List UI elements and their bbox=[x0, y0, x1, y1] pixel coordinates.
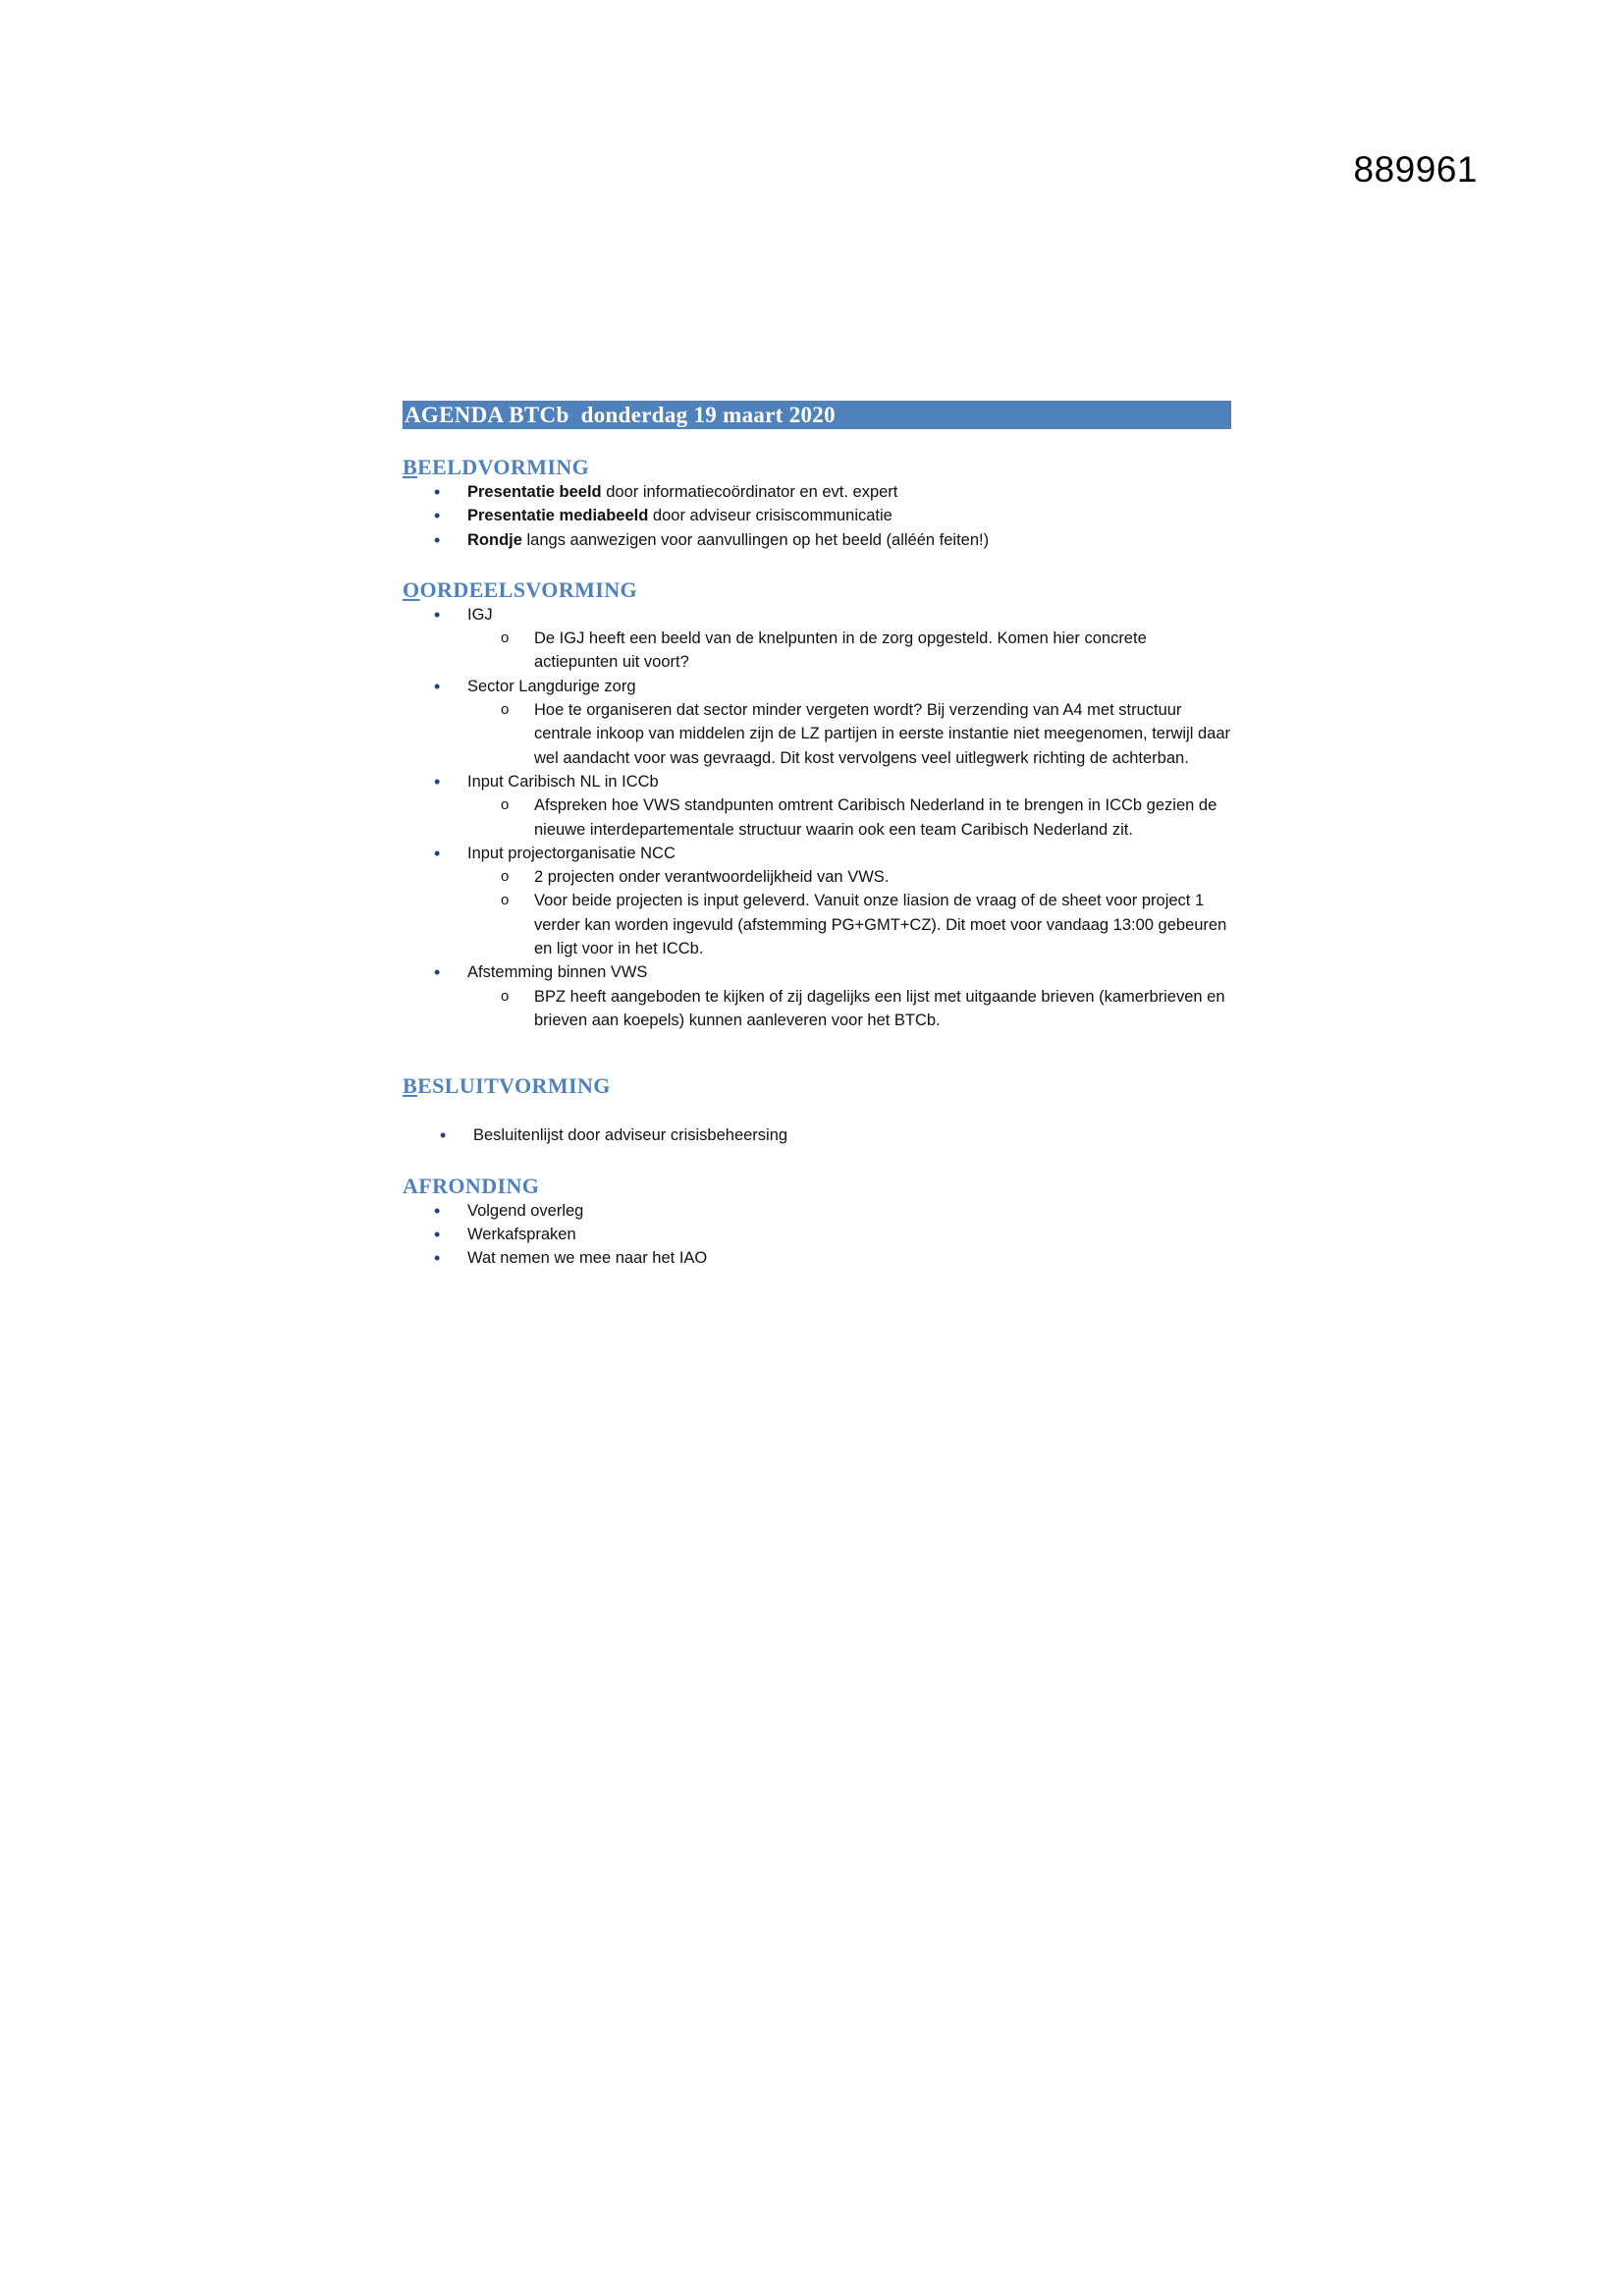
item-text: door adviseur crisiscommunicatie bbox=[648, 507, 893, 525]
sub-item: o Voor beide projecten is input geleverd. Vanuit onze liasion de vraag of de sheet voor project 1 verder kan worden ingevuld (afstemming PG+GMT+CZ). Dit moet voor vandaag 13:00 gebeuren en ligt voor in het ICCb. bbox=[467, 889, 1231, 960]
item-label: Sector Langdurige zorg bbox=[467, 677, 636, 695]
list-item: • Volgend overleg bbox=[403, 1199, 1231, 1223]
section-heading-besluitvorming: BESLUITVORMING bbox=[403, 1073, 611, 1099]
item-text: door informatiecoördinator en evt. expert bbox=[601, 483, 898, 501]
list-item bbox=[403, 480, 1231, 504]
sub-list bbox=[467, 698, 1231, 770]
list-item bbox=[403, 770, 1231, 842]
sub-item: o 2 projecten onder verantwoordelijkheid van VWS. bbox=[467, 865, 1231, 889]
sub-item: o Afspreken hoe VWS standpunten omtrent Caribisch Nederland in te brengen in ICCb gezien de nieuwe interdepartementale structuur waarin ook een team Caribisch Nederland zit. bbox=[467, 793, 1231, 842]
section-heading-oordeelsvorming: OORDEELSVORMING bbox=[403, 576, 638, 602]
list-item bbox=[403, 528, 1231, 552]
besluitvorming-list bbox=[403, 1123, 1231, 1147]
item-text: langs aanwezigen voor aanvullingen op het beeld (alléén feiten!) bbox=[521, 530, 990, 549]
item-bold: Rondje bbox=[467, 530, 522, 549]
document-number: 889961 bbox=[1353, 149, 1478, 190]
list-item bbox=[403, 504, 1231, 527]
list-item bbox=[403, 960, 1231, 1032]
agenda-content bbox=[403, 401, 1231, 1270]
item-label: Input Caribisch NL in ICCb bbox=[467, 772, 659, 791]
item-label: Input projectorganisatie NCC bbox=[467, 844, 676, 862]
list-item bbox=[403, 842, 1231, 960]
sub-item: o De IGJ heeft een beeld van de knelpunten in de zorg opgesteld. Komen hier concrete actiepunten uit voort? bbox=[467, 627, 1231, 675]
oordeelsvorming-list bbox=[403, 603, 1231, 1032]
item-bold: Presentatie mediabeeld bbox=[467, 507, 649, 525]
section-heading-beeldvorming: BEELDVORMING bbox=[403, 455, 590, 479]
sub-list bbox=[467, 627, 1231, 675]
item-label: Afstemming binnen VWS bbox=[467, 963, 648, 982]
beeldvorming-list bbox=[403, 480, 1231, 552]
agenda-title: AGENDA BTCb donderdag 19 maart 2020 bbox=[403, 401, 1231, 429]
sub-item: o BPZ heeft aangeboden te kijken of zij dagelijks een lijst met uitgaande brieven (kamerbrieven en brieven aan koepels) kunnen aanleveren voor het BTCb. bbox=[467, 985, 1231, 1033]
item-bold: Presentatie beeld bbox=[467, 483, 602, 501]
sub-list bbox=[467, 793, 1231, 842]
list-item: • Besluitenlijst door adviseur crisisbeheersing bbox=[408, 1123, 1231, 1147]
sub-item: o Hoe te organiseren dat sector minder vergeten wordt? Bij verzending van A4 met structuur centrale inkoop van middelen zijn de LZ partijen in eerste instantie niet meegenomen, terwijl daar wel aandacht voor was gevraagd. Dit kost vervolgens veel uitlegwerk richting de achterban. bbox=[467, 698, 1231, 770]
list-item: • Wat nemen we mee naar het IAO bbox=[403, 1246, 1231, 1270]
list-item bbox=[403, 675, 1231, 770]
item-label: IGJ bbox=[467, 605, 493, 624]
afronding-list bbox=[403, 1199, 1231, 1271]
sub-list bbox=[467, 985, 1231, 1033]
list-item bbox=[403, 603, 1231, 675]
sub-list bbox=[467, 865, 1231, 960]
list-item: • Werkafspraken bbox=[403, 1223, 1231, 1246]
section-heading-afronding: AFRONDING bbox=[403, 1173, 540, 1198]
